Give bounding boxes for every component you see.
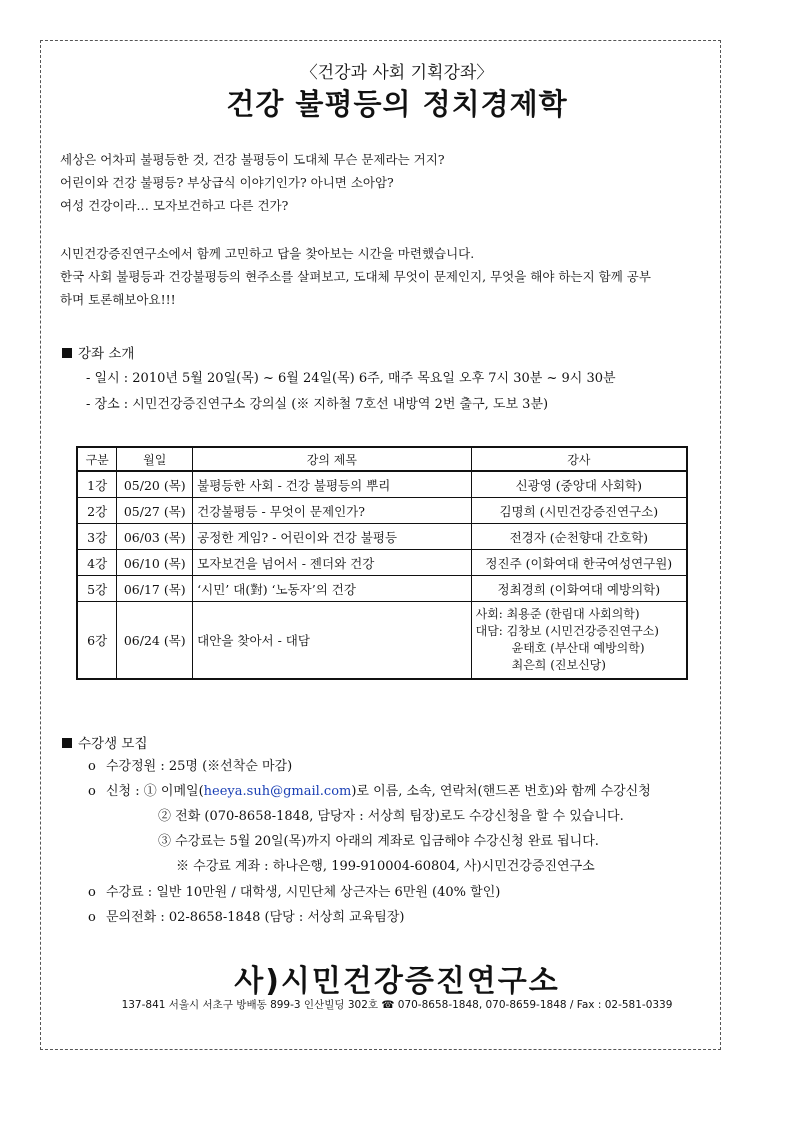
lecturer: 신광영 (중앙대 사회학) [471,471,687,498]
column-header: 강의 제목 [193,447,471,471]
organization-address: 137-841 서울시 서초구 방배동 899-3 인산빌딩 302호 ☎ 070-8658-1848, 070-8659-1848 / Fax : 02-581-0339 [121,999,673,1011]
recruit-fee: o 수강료 : 일반 10만원 / 대학생, 시민단체 상근자는 6만원 (40% 할인) [88,885,501,900]
section-heading: 수강생 모집 [78,736,148,752]
intro-paragraph-2 [60,242,710,311]
circle-bullet-icon: o [88,910,96,925]
lecturer: 정진주 (이화여대 한국여성연구원) [471,550,687,576]
subtitle: 〈건강과 사회 기획강좌〉 [300,63,494,83]
column-header: 강사 [471,447,687,471]
lecture-title: 공정한 게임? - 어린이와 건강 불평등 [193,524,471,550]
lecture-title: 불평등한 사회 - 건강 불평등의 뿌리 [193,471,471,498]
lecture-table [76,446,688,680]
lecturer: 윤태호 (부산대 예방의학) [511,641,645,655]
lecture-title: ‘시민’ 대(對) ‘노동자’의 건강 [193,576,471,602]
lecture-date: - 일시 : 2010년 5월 20일(목) ~ 6월 24일(목) 6주, 매주 목요일 오후 7시 30분 ~ 9시 30분 [86,371,616,386]
lecture-date: 06/03 (목) [117,524,193,550]
lecturer-list [471,602,687,680]
lecturer: 사회: 최용준 (한림대 사회의학) [475,607,640,621]
circle-bullet-icon: o [88,759,96,774]
lecture-place: - 장소 : 시민건강증진연구소 강의실 (※ 지하철 7호선 내방역 2번 출구, 도보 3분) [86,397,549,412]
intro-line: 시민건강증진연구소에서 함께 고민하고 답을 찾아보는 시간을 마련했습니다. [60,246,475,261]
lecturer: 전경자 (순천향대 간호학) [471,524,687,550]
recruit-apply-2: ② 전화 (070-8658-1848, 담당자 : 서상희 팀장)로도 수강신청을 할 수 있습니다. [158,809,624,824]
lecture-date: 06/10 (목) [117,550,193,576]
page-title: 건강 불평등의 정치경제학 [226,87,568,121]
table-row [77,576,687,602]
square-bullet-icon [62,348,72,358]
lecturer: 정최경희 (이화여대 예방의학) [471,576,687,602]
recruit-quota: o 수강정원 : 25명 (※선착순 마감) [88,759,293,774]
lecture-date: 06/17 (목) [117,576,193,602]
square-bullet-icon [62,738,72,748]
lecture-date: 06/24 (목) [117,602,193,680]
recruit-apply-3: ③ 수강료는 5월 20일(목)까지 아래의 계좌로 입금해야 수강신청 완료 됩니다. [158,834,599,849]
lecturer: 김명희 (시민건강증진연구소) [471,498,687,524]
lecture-number: 5강 [77,576,117,602]
lecture-date: 05/27 (목) [117,498,193,524]
circle-bullet-icon: o [88,885,96,900]
lecturer: 대담: 김창보 (시민건강증진연구소) [475,624,659,638]
recruit-account: ※ 수강료 계좌 : 하나은행, 199-910004-60804, 사)시민건강증진연구소 [176,859,595,874]
email-link[interactable]: heeya.suh@gmail.com [203,784,352,799]
lecture-number: 3강 [77,524,117,550]
table-row [77,498,687,524]
recruit-apply-1: o 신청 : ① 이메일(heeya.suh@gmail.com)로 이름, 소속, 연락처(핸드폰 번호)와 함께 수강신청 [88,784,651,799]
intro-line: 세상은 어차피 불평등한 것, 건강 불평등이 도대체 무슨 문제라는 거지? [60,152,445,167]
table-row [77,524,687,550]
intro-paragraph [60,148,710,217]
lecture-number: 2강 [77,498,117,524]
table-header-row [77,447,687,471]
lecturer: 최은희 (진보신당) [511,658,606,672]
recruit-contact: o 문의전화 : 02-8658-1848 (담당 : 서상희 교육팀장) [88,910,405,925]
organization-name: 사)시민건강증진연구소 [234,964,560,999]
lecture-title: 건강불평등 - 무엇이 문제인가? [193,498,471,524]
lecture-number: 1강 [77,471,117,498]
lecture-title: 대안을 찾아서 - 대담 [193,602,471,680]
table-row [77,471,687,498]
intro-line: 어린이와 건강 불평등? 부상급식 이야기인가? 아니면 소아암? [60,175,394,190]
lecture-title: 모자보건을 넘어서 - 젠더와 건강 [193,550,471,576]
intro-line: 한국 사회 불평등과 건강불평등의 현주소를 살펴보고, 도대체 무엇이 문제인지, 무엇을 해야 하는지 함께 공부 [60,269,651,284]
section-recruit [62,732,148,752]
column-header: 구분 [77,447,117,471]
table-row [77,602,687,680]
section-heading: 강좌 소개 [78,346,135,362]
section-lecture-intro [62,342,134,362]
lecture-number: 4강 [77,550,117,576]
table-row [77,550,687,576]
intro-line: 여성 건강이라… 모자보건하고 다른 건가? [60,198,289,213]
lecture-date: 05/20 (목) [117,471,193,498]
circle-bullet-icon: o [88,784,96,799]
lecture-number: 6강 [77,602,117,680]
intro-line: 하며 토론해보아요!!! [60,292,176,307]
column-header: 월일 [117,447,193,471]
apply-label: 신청 : [106,784,140,799]
